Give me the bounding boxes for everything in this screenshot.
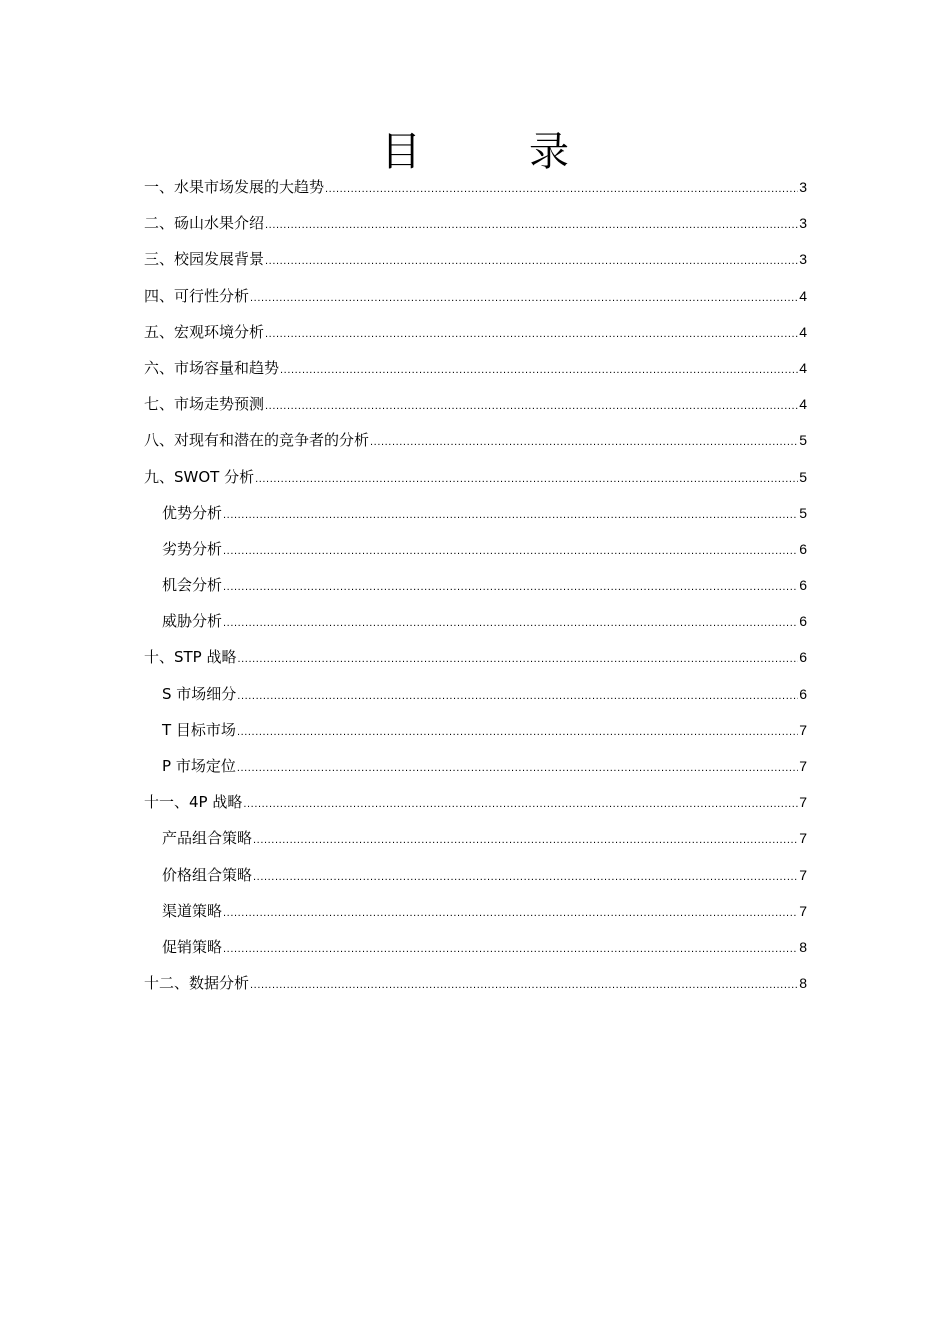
toc-entry[interactable] [144, 169, 807, 205]
toc-entry[interactable] [144, 205, 807, 241]
toc-entry-title: 六、市场容量和趋势 [144, 358, 280, 377]
toc-entry[interactable] [144, 314, 807, 350]
toc-entry-page-number: 5 [799, 504, 807, 521]
toc-dot-leader [243, 786, 798, 822]
toc-entry-title: 价格组合策略 [162, 865, 253, 884]
toc-entry[interactable] [144, 386, 807, 422]
toc-entry[interactable] [144, 495, 807, 531]
toc-entry-page-number: 7 [799, 902, 807, 919]
toc-entry-title: 七、市场走势预测 [144, 395, 265, 414]
toc-dot-leader [253, 859, 798, 895]
toc-entry-page-number: 5 [799, 468, 807, 485]
toc-dot-leader [265, 316, 798, 352]
toc-dot-leader [237, 714, 798, 750]
toc-entry[interactable] [144, 857, 807, 893]
toc-entry[interactable] [144, 820, 807, 856]
toc-entry-page-number: 7 [799, 758, 807, 774]
toc-entry-page-number: 7 [799, 830, 807, 847]
toc-entry[interactable] [144, 567, 807, 603]
toc-entry-page-number: 6 [799, 649, 807, 666]
toc-dot-leader [325, 171, 798, 207]
toc-entry-page-number: 8 [799, 975, 807, 992]
toc-entry[interactable] [144, 748, 807, 784]
toc-entry[interactable] [144, 639, 807, 675]
toc-dot-leader [223, 931, 798, 967]
toc-entry-page-number: 6 [799, 685, 807, 702]
toc-entry-title: 五、宏观环境分析 [144, 322, 265, 341]
toc-entry-title: 一、水果市场发展的大趋势 [144, 178, 325, 196]
toc-entry-page-number: 3 [799, 251, 807, 268]
toc-entry-title: 威胁分析 [162, 612, 223, 631]
toc-entry-title: T 目标市场 [162, 720, 236, 739]
toc-dot-leader [223, 497, 798, 533]
toc-entry-title: 十二、数据分析 [144, 974, 250, 993]
toc-entry-title: 九、SWOT 分析 [144, 467, 255, 486]
toc-entry-title: 产品组合策略 [162, 829, 253, 848]
toc-entry[interactable] [144, 965, 807, 1001]
toc-entry[interactable] [144, 350, 807, 386]
toc-dot-leader [265, 243, 798, 279]
toc-entry-title: 劣势分析 [162, 539, 223, 558]
toc-entry[interactable] [144, 241, 807, 277]
toc-entry-page-number: 6 [799, 577, 807, 594]
toc-entry[interactable] [144, 422, 807, 458]
toc-entry-page-number: 7 [799, 794, 807, 811]
toc-entry[interactable] [144, 929, 807, 965]
toc-dot-leader [223, 895, 798, 931]
toc-entry-title: 十、STP 战略 [144, 648, 237, 667]
toc-entry-title: S 市场细分 [162, 684, 237, 703]
toc-dot-leader [223, 569, 798, 605]
toc-dot-leader [280, 352, 798, 388]
table-of-contents [144, 169, 807, 1001]
toc-dot-leader [250, 967, 798, 1003]
toc-entry[interactable] [144, 603, 807, 639]
toc-dot-leader [223, 605, 798, 641]
toc-entry-page-number: 6 [799, 613, 807, 630]
toc-dot-leader [250, 280, 798, 316]
toc-entry-page-number: 3 [799, 179, 807, 195]
toc-entry-title: 促销策略 [162, 937, 223, 956]
toc-entry-title: 八、对现有和潜在的竞争者的分析 [144, 431, 370, 450]
toc-title-char: 录 [529, 129, 569, 175]
toc-entry-title: 渠道策略 [162, 901, 223, 920]
toc-entry-title: 三、校园发展背景 [144, 250, 265, 269]
toc-title-char: 目 [381, 129, 421, 175]
toc-entry-title: 二、砀山水果介绍 [144, 214, 265, 233]
toc-entry[interactable] [144, 278, 807, 314]
toc-entry-page-number: 4 [799, 323, 807, 340]
toc-entry-page-number: 7 [799, 721, 807, 738]
toc-dot-leader [255, 461, 798, 497]
toc-dot-leader [237, 750, 798, 786]
toc-entry[interactable] [144, 784, 807, 820]
toc-entry-title: P 市场定位 [162, 757, 236, 775]
toc-entry-title: 机会分析 [162, 576, 223, 595]
toc-entry-page-number: 5 [799, 432, 807, 449]
toc-entry-page-number: 8 [799, 938, 807, 955]
toc-entry[interactable] [144, 531, 807, 567]
toc-entry-page-number: 4 [799, 287, 807, 304]
toc-dot-leader [223, 533, 798, 569]
toc-dot-leader [253, 822, 798, 858]
toc-entry-page-number: 6 [799, 540, 807, 557]
toc-entry[interactable] [144, 712, 807, 748]
toc-entry-page-number: 4 [799, 359, 807, 376]
toc-dot-leader [238, 641, 799, 677]
toc-entry-title: 四、可行性分析 [144, 286, 250, 305]
toc-entry[interactable] [144, 893, 807, 929]
toc-entry[interactable] [144, 676, 807, 712]
toc-entry[interactable] [144, 459, 807, 495]
toc-entry-page-number: 4 [799, 396, 807, 413]
toc-entry-page-number: 7 [799, 866, 807, 883]
toc-dot-leader [237, 678, 798, 714]
toc-entry-title: 十一、4P 战略 [144, 793, 243, 812]
toc-dot-leader [265, 207, 798, 243]
toc-dot-leader [370, 424, 798, 460]
toc-entry-page-number: 3 [799, 215, 807, 232]
toc-dot-leader [265, 388, 798, 424]
toc-entry-title: 优势分析 [162, 503, 223, 522]
